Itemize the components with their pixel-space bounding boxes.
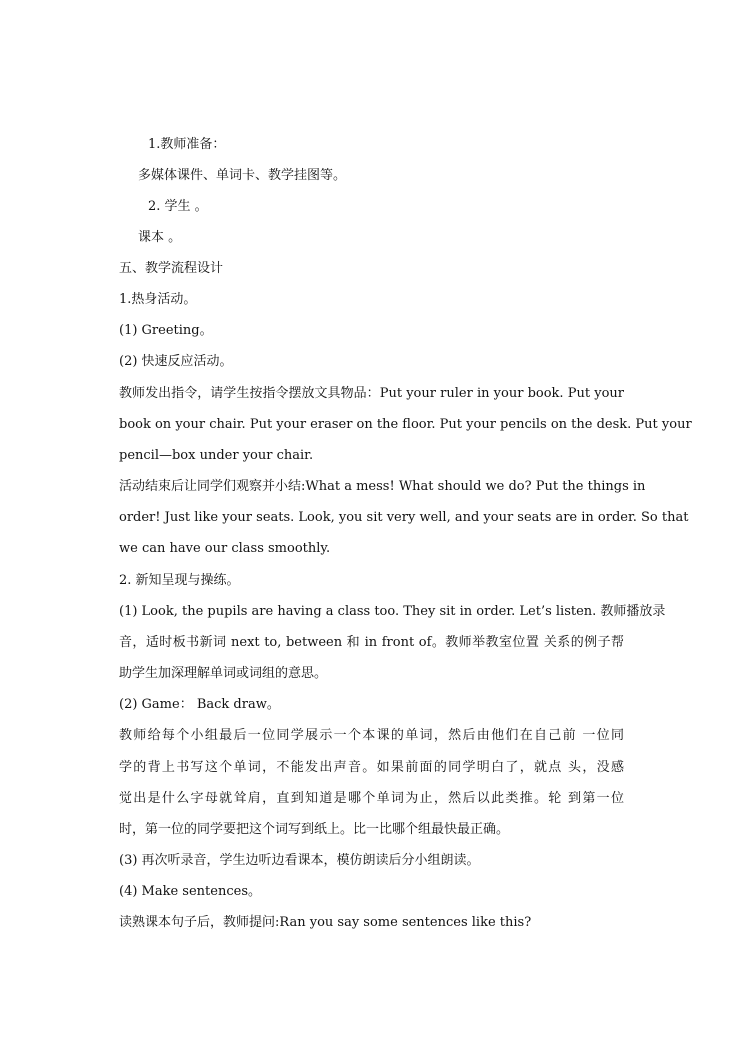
teacher-prep-heading: 1.教师准备： bbox=[148, 137, 226, 152]
paragraph-line: 教师发出指令，请学生按指令摆放文具物品：Put your ruler in your book. Put your bbox=[119, 386, 624, 401]
paragraph-line: 学的背上书写这个单词，不能发出声音。如果前面的同学明白了，就点 头，没感 bbox=[119, 760, 624, 775]
section-heading-teaching-flow: 五、教学流程设计 bbox=[119, 261, 224, 276]
item-greeting: (1) Greeting。 bbox=[119, 323, 213, 338]
paragraph-line: 助学生加深理解单词或词组的意思。 bbox=[119, 666, 328, 681]
paragraph-line: order! Just like your seats. Look, you sit very well, and your seats are in order. So that bbox=[119, 510, 689, 525]
step-new-knowledge: 2. 新知呈现与操练。 bbox=[119, 573, 240, 588]
paragraph-line: pencil—box under your chair. bbox=[119, 448, 314, 463]
paragraph-line: 教师给每个小组最后一位同学展示一个本课的单词，然后由他们在自己前 一位同 bbox=[119, 728, 624, 743]
paragraph-line: book on your chair. Put your eraser on the floor. Put your pencils on the desk. Put your bbox=[119, 417, 692, 432]
paragraph-line: 活动结束后让同学们观察并小结:What a mess! What should we do? Put the things in bbox=[119, 479, 646, 494]
paragraph-line: we can have our class smoothly. bbox=[119, 541, 331, 556]
student-prep-materials: 课本 。 bbox=[138, 230, 182, 245]
paragraph-line: (1) Look, the pupils are having a class too. They sit in order. Let’s listen. 教师播放录 bbox=[119, 604, 666, 619]
step-warm-up: 1.热身活动。 bbox=[119, 292, 197, 307]
item-game: (2) Game： Back draw。 bbox=[119, 697, 280, 712]
item-make-sentences: (4) Make sentences。 bbox=[119, 884, 261, 899]
item-listen-again: (3) 再次听录音，学生边听边看课本，模仿朗读后分小组朗读。 bbox=[119, 853, 480, 868]
student-prep-heading: 2. 学生 。 bbox=[148, 199, 208, 214]
paragraph-line: 觉出是什么字母就耸肩，直到知道是哪个单词为止，然后以此类推。轮 到第一位 bbox=[119, 791, 624, 806]
paragraph-line: 时，第一位的同学要把这个词写到纸上。比一比哪个组最快最正确。 bbox=[119, 822, 510, 837]
paragraph-line: 读熟课本句子后，教师提问:Ran you say some sentences like this? bbox=[119, 915, 532, 930]
teacher-prep-materials: 多媒体课件、单词卡、教学挂图等。 bbox=[138, 168, 347, 183]
paragraph-line: 音，适时板书新词 next to, between 和 in front of。教师举教室位置 关系的例子帮 bbox=[119, 635, 624, 650]
item-quick-response: (2) 快速反应活动。 bbox=[119, 354, 233, 369]
